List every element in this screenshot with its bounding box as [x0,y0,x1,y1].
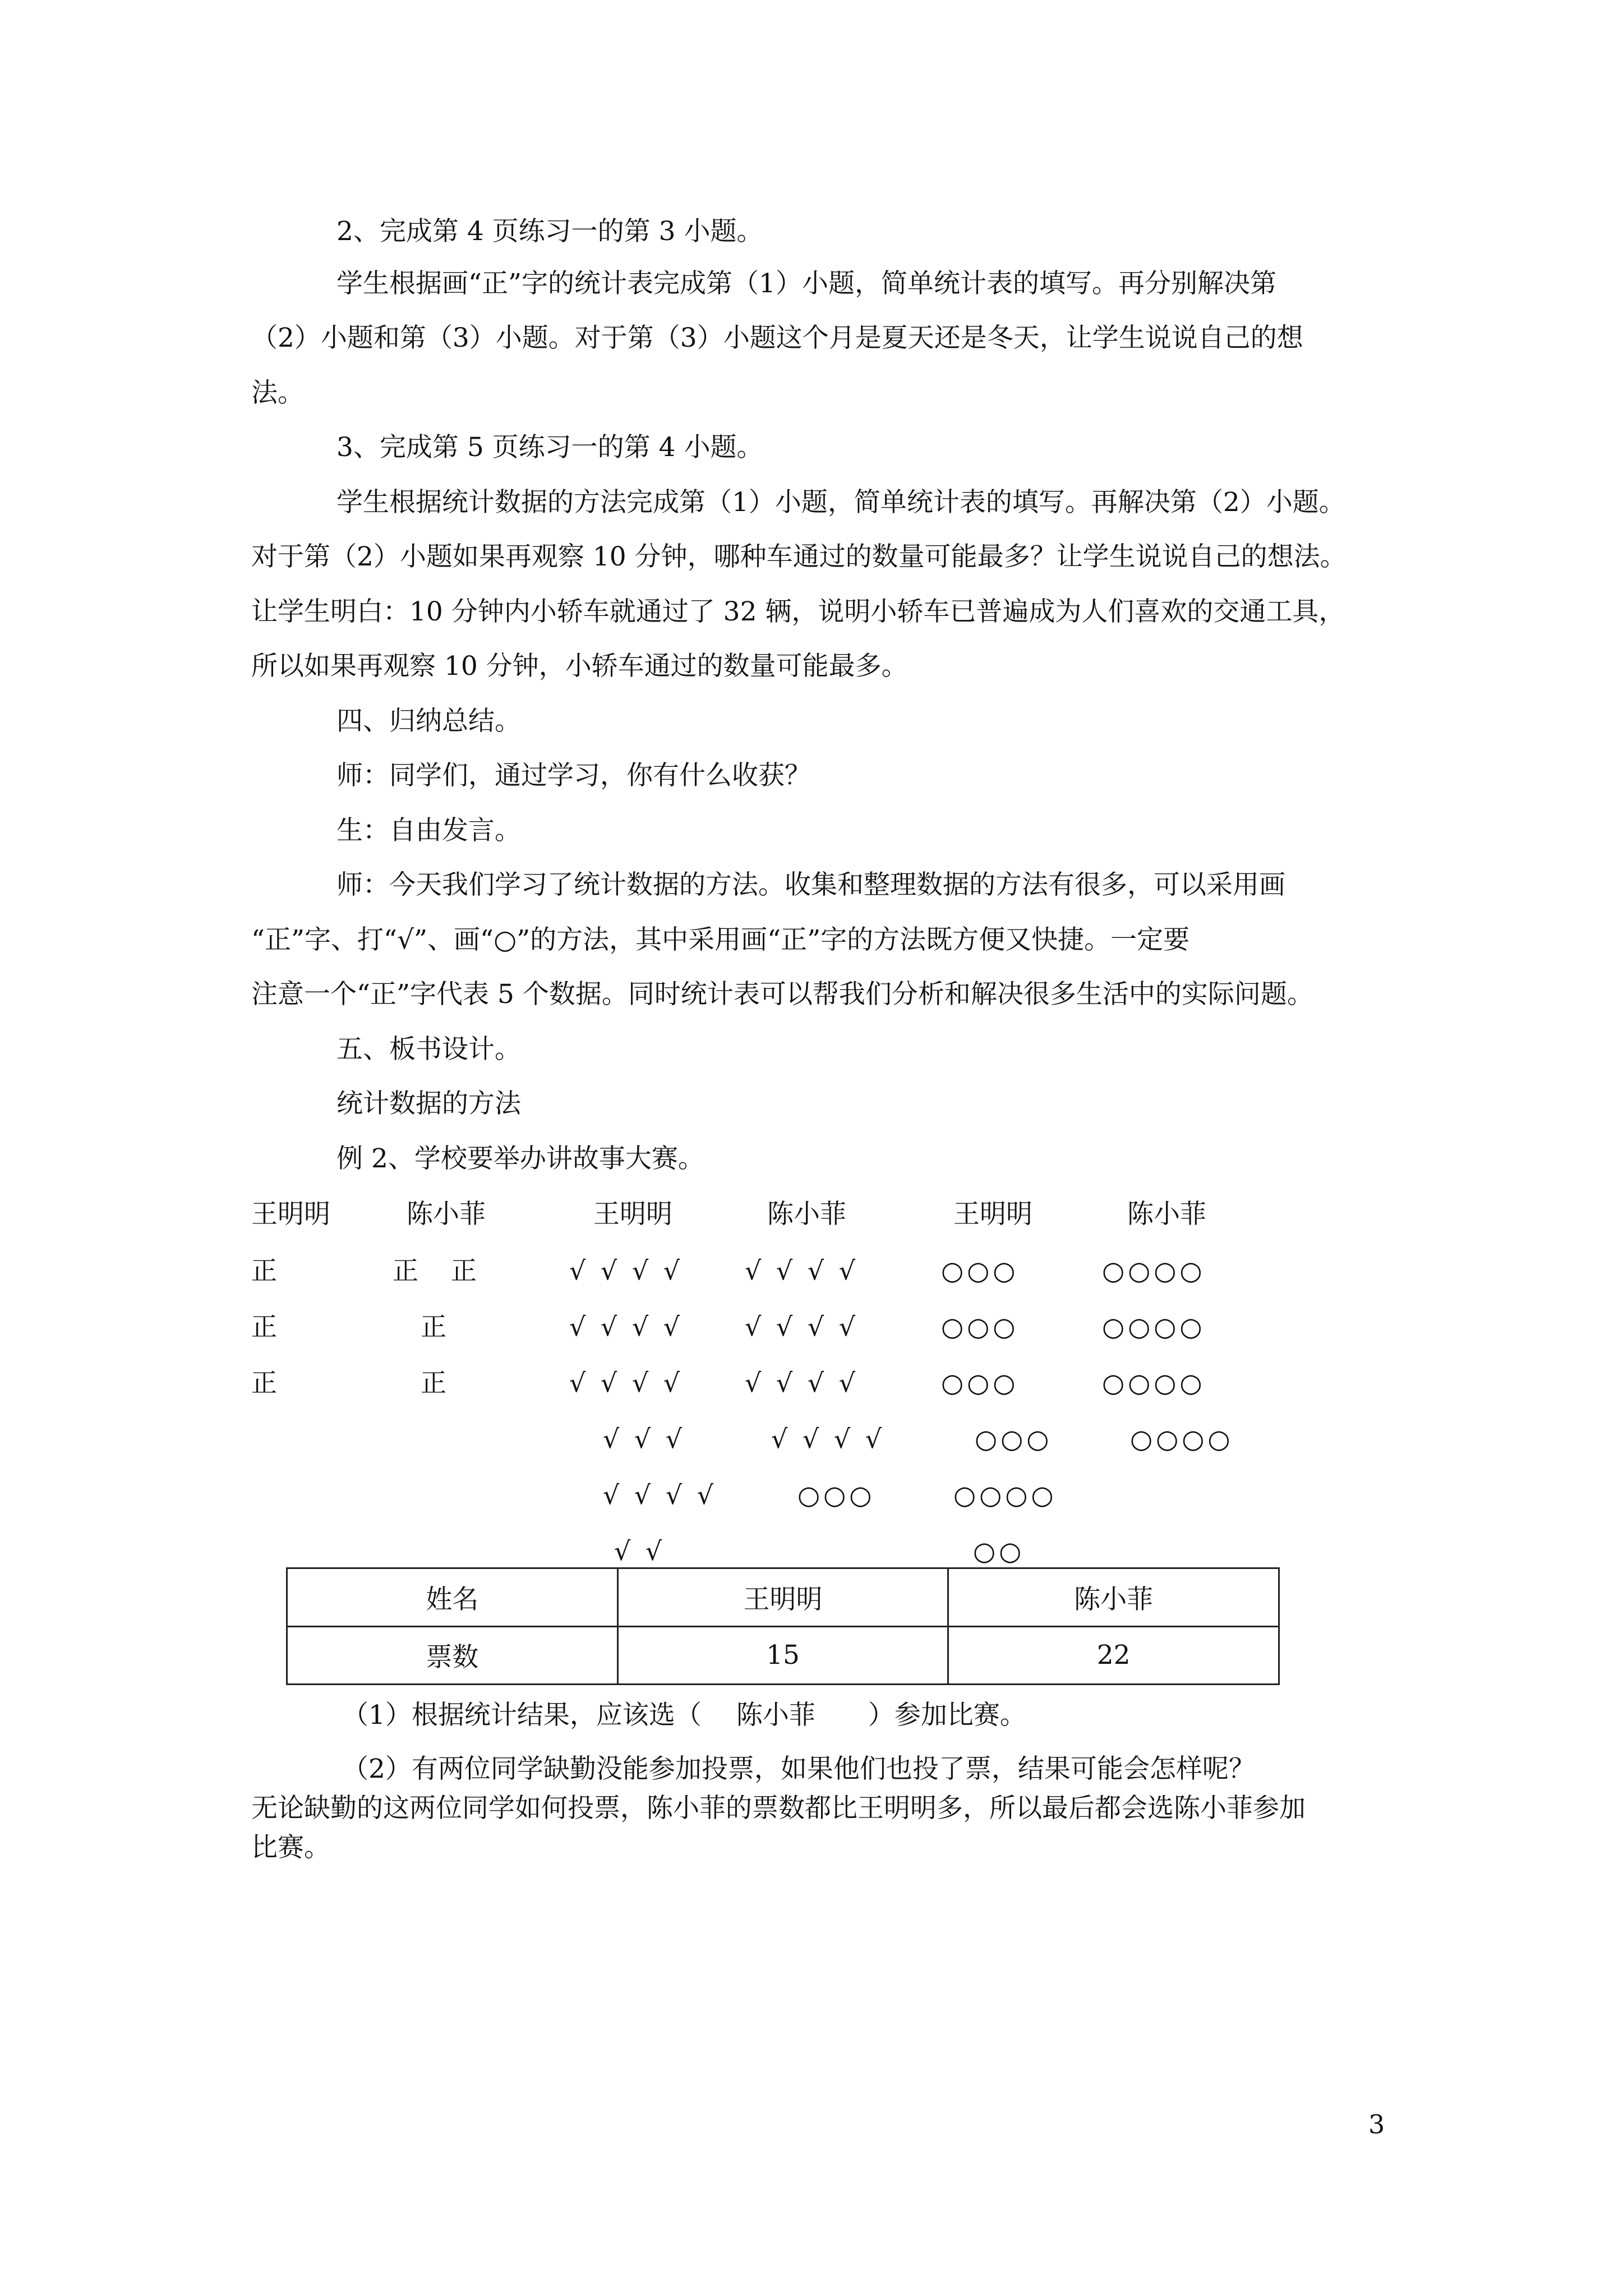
board-title: 统计数据的方法 [336,1088,521,1119]
zheng-tally: 正 [251,1255,280,1286]
check-tally: √ √ √ √ [745,1368,859,1398]
circle-tally: ○○○ [975,1424,1053,1454]
paragraph-line: 所以如果再观察 10 分钟，小轿车通过的数量可能最多。 [251,651,908,682]
table-cell: 陈小菲 [948,1568,1279,1627]
paragraph-line: 法。 [251,378,304,408]
paragraph-line: 学生根据统计数据的方法完成第（1）小题，简单统计表的填写。再解决第（2）小题。 [336,487,1345,518]
page-number: 3 [1368,2109,1385,2139]
check-tally: √ √ √ [603,1424,686,1454]
tally-header: 陈小菲 [767,1199,846,1230]
circle-tally: ○○○○ [1102,1312,1206,1342]
zheng-tally: 正 [251,1368,280,1398]
table-cell: 15 [617,1626,948,1685]
circle-tally: ○○○○ [1102,1255,1206,1286]
check-tally: √ √ √ √ [569,1312,684,1342]
vote-statistics-table [286,1567,1280,1685]
circle-tally: ○○○ [797,1480,875,1510]
table-cell: 票数 [287,1626,618,1685]
table-cell: 22 [948,1626,1279,1685]
paragraph-line: 对于第（2）小题如果再观察 10 分钟，哪种车通过的数量可能最多？让学生说说自己的想法。 [251,541,1347,572]
tally-header: 王明明 [251,1199,330,1230]
section-heading: 五、板书设计。 [336,1034,521,1065]
check-tally: √ √ √ √ [569,1368,684,1398]
paragraph-line: 让学生明白：10 分钟内小轿车就通过了 32 辆，说明小轿车已普遍成为人们喜欢的交通工具， [251,596,1345,627]
tally-header: 陈小菲 [407,1199,486,1230]
paragraph-line: “正”字、打“√”、画“○”的方法，其中采用画“正”字的方法既方便又快捷。一定要 [251,924,1190,955]
circle-tally: ○○ [973,1536,1025,1566]
table-cell: 姓名 [287,1568,618,1627]
paragraph-line: 3、完成第 5 页练习一的第 4 小题。 [336,432,763,463]
check-tally: √ √ √ √ [745,1255,859,1286]
paragraph-line: （2）小题和第（3）小题。对于第（3）小题这个月是夏天还是冬天，让学生说说自己的想 [251,323,1303,353]
example-title: 例 2、学校要举办讲故事大赛。 [336,1143,704,1174]
question-line: （2）有两位同学缺勤没能参加投票，如果他们也投了票，结果可能会怎样呢？ [342,1754,1255,1784]
circle-tally: ○○○ [941,1368,1019,1398]
answer-line: 无论缺勤的这两位同学如何投票，陈小菲的票数都比王明明多，所以最后都会选陈小菲参加 [251,1793,1306,1824]
zheng-tally: 正 [251,1312,280,1342]
table-row [287,1626,1279,1685]
circle-tally: ○○○○ [1102,1368,1206,1398]
section-heading: 四、归纳总结。 [336,706,521,737]
paragraph-line: 2、完成第 4 页练习一的第 3 小题。 [336,216,763,247]
circle-tally: ○○○○ [953,1480,1057,1510]
zheng-tally: 正 [421,1368,450,1398]
zheng-tally: 正 正 [393,1255,480,1286]
table-cell: 王明明 [617,1568,948,1627]
tally-header: 王明明 [953,1199,1032,1230]
check-tally: √ √ [614,1536,666,1566]
table-header-row [287,1568,1279,1627]
check-tally: √ √ √ √ [745,1312,859,1342]
paragraph-line: 师：同学们，通过学习，你有什么收获？ [336,760,811,791]
tally-header: 陈小菲 [1127,1199,1206,1230]
paragraph-line: 注意一个“正”字代表 5 个数据。同时统计表可以帮我们分析和解决很多生活中的实际问题。 [251,979,1313,1010]
check-tally: √ √ √ √ [771,1424,886,1454]
answer-line: 比赛。 [251,1832,330,1863]
question-line: （1）根据统计结果，应该选（ 陈小菲 ）参加比赛。 [342,1700,1026,1731]
paragraph-line: 学生根据画“正”字的统计表完成第（1）小题，简单统计表的填写。再分别解决第 [336,268,1276,299]
circle-tally: ○○○ [941,1312,1019,1342]
tally-header: 王明明 [593,1199,672,1230]
zheng-tally: 正 [421,1312,450,1342]
circle-tally: ○○○ [941,1255,1019,1286]
check-tally: √ √ √ √ [569,1255,684,1286]
check-tally: √ √ √ √ [603,1480,717,1510]
paragraph-line: 师：今天我们学习了统计数据的方法。收集和整理数据的方法有很多，可以采用画 [336,869,1285,900]
paragraph-line: 生：自由发言。 [336,815,521,846]
circle-tally: ○○○○ [1130,1424,1234,1454]
